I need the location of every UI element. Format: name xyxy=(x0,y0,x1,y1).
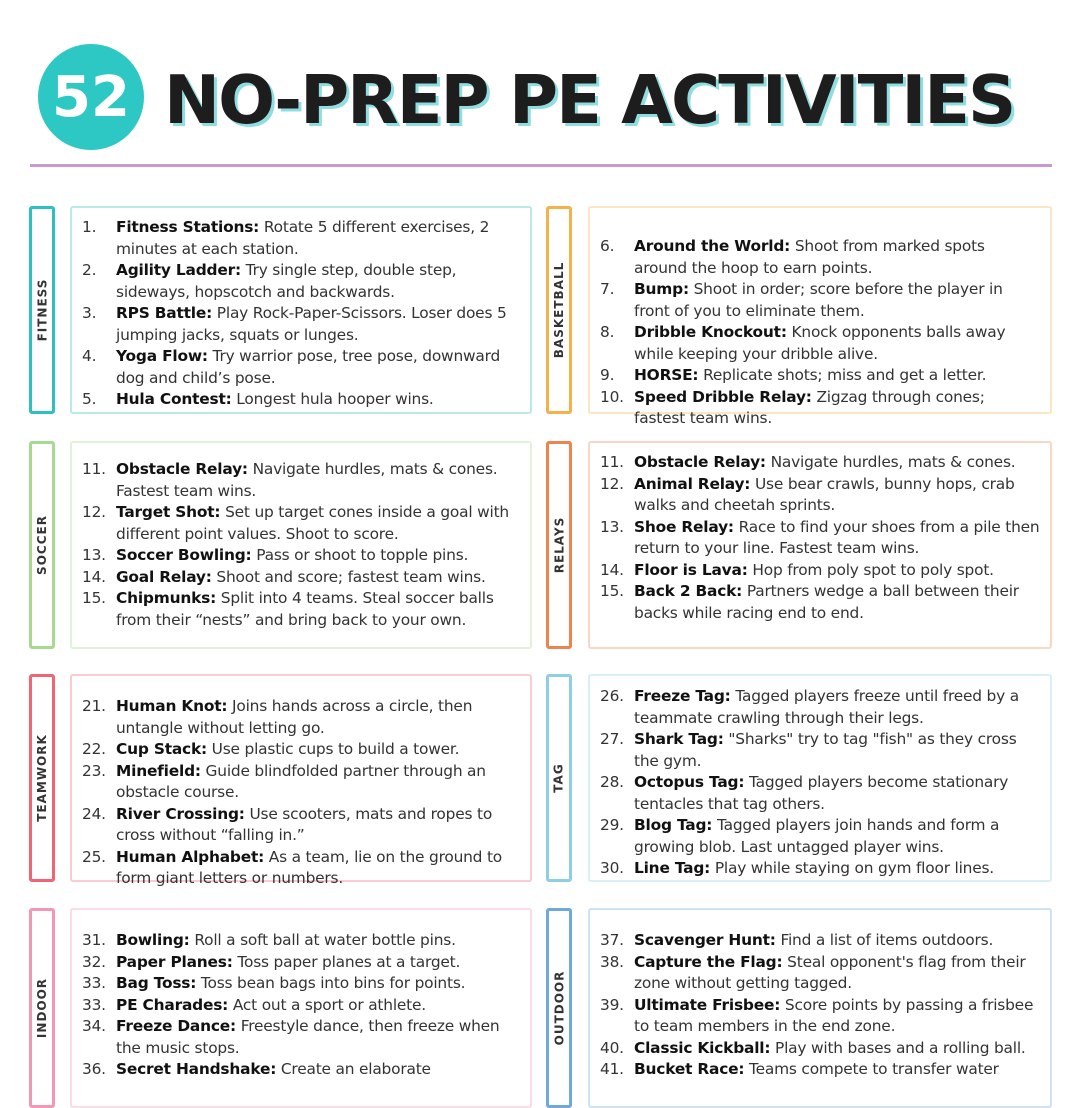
activity-number: 22. xyxy=(82,740,106,758)
activity-number: 14. xyxy=(82,567,106,586)
activity-name: Target Shot: xyxy=(116,503,221,521)
section-label: FITNESS xyxy=(35,278,49,342)
activity-description: Partners wedge a ball between their backs while racing end to end. xyxy=(634,582,1019,622)
activity-name: Obstacle Relay: xyxy=(634,453,766,471)
activity-text xyxy=(116,930,520,952)
section-list-box xyxy=(588,908,1052,1108)
activity-item xyxy=(600,1059,1040,1081)
activity-item xyxy=(600,858,1040,880)
activity-text xyxy=(116,588,520,631)
activity-text xyxy=(634,858,1040,880)
activity-number: 38. xyxy=(600,952,624,971)
activity-item xyxy=(82,217,520,260)
activity-item xyxy=(600,387,1040,430)
activity-list xyxy=(82,930,520,1081)
activity-text xyxy=(634,517,1040,560)
activity-name: Dribble Knockout: xyxy=(634,323,787,341)
activity-text xyxy=(634,1038,1040,1060)
activity-name: Animal Relay: xyxy=(634,474,751,493)
activity-name: Goal Relay: xyxy=(116,567,212,586)
activity-text xyxy=(116,260,520,303)
activity-description: Shoot and score; fastest team wins. xyxy=(216,567,486,586)
activity-name: Capture the Flag: xyxy=(634,952,783,971)
section-tab xyxy=(29,908,55,1108)
activity-number: 39. xyxy=(600,995,624,1014)
activity-list xyxy=(600,930,1040,1081)
activity-name: Bag Toss: xyxy=(116,974,197,992)
activity-description: Tagged players join hands and form a growing blob. Last untagged player wins. xyxy=(634,816,1000,856)
activity-item xyxy=(600,452,1040,474)
activity-number: 11. xyxy=(82,460,106,478)
activity-item xyxy=(600,279,1040,322)
activity-item xyxy=(82,260,520,303)
activity-text xyxy=(634,560,1040,582)
activity-description: Toss bean bags into bins for points. xyxy=(200,974,466,992)
activity-list xyxy=(82,696,520,890)
activity-name: Cup Stack: xyxy=(116,740,207,758)
activity-number: 32. xyxy=(82,952,106,971)
activity-description: Try warrior pose, tree pose, downward dog and child’s pose. xyxy=(116,347,501,387)
section-list-box xyxy=(588,674,1052,882)
activity-item xyxy=(82,696,520,739)
activity-number: 11. xyxy=(600,453,624,471)
activity-description: Use bear crawls, bunny hops, crab walks and cheetah sprints. xyxy=(634,474,1015,514)
activity-text xyxy=(116,502,520,545)
activity-number: 26. xyxy=(600,687,624,705)
activity-text xyxy=(634,279,1040,322)
activity-item xyxy=(82,346,520,389)
section-tab xyxy=(546,206,572,414)
activity-text xyxy=(116,346,520,389)
activity-name: Agility Ladder: xyxy=(116,261,241,279)
activity-item xyxy=(600,517,1040,560)
activity-text xyxy=(116,739,520,761)
section-tab xyxy=(546,441,572,649)
activity-name: PE Charades: xyxy=(116,995,229,1014)
activity-text xyxy=(116,1059,520,1081)
activity-number: 31. xyxy=(82,931,106,949)
activity-number: 14. xyxy=(600,560,624,579)
activity-item xyxy=(82,847,520,890)
activity-description: Tagged players freeze until freed by a teammate crawling through their legs. xyxy=(634,687,1019,727)
section-label: TAG xyxy=(552,763,567,793)
activity-name: Shark Tag: xyxy=(634,730,724,748)
activity-name: HORSE: xyxy=(634,366,699,384)
activity-item xyxy=(82,995,520,1017)
count-badge: 52 xyxy=(38,44,144,150)
activity-description: Knock opponents balls away while keeping your dribble alive. xyxy=(634,323,1006,363)
activity-name: Soccer Bowling: xyxy=(116,546,252,564)
activity-name: RPS Battle: xyxy=(116,304,213,322)
activity-name: Obstacle Relay: xyxy=(116,460,248,478)
activity-number: 12. xyxy=(82,503,106,521)
activity-description: Use scooters, mats and ropes to cross without “falling in.” xyxy=(116,804,493,844)
activity-number: 6. xyxy=(600,237,615,255)
activity-item xyxy=(600,560,1040,582)
activity-text xyxy=(634,1059,1040,1081)
activity-number: 25. xyxy=(82,847,106,866)
activity-name: Octopus Tag: xyxy=(634,773,745,791)
activity-description: Guide blindfolded partner through an obstacle course. xyxy=(116,761,486,801)
activity-description: "Sharks" try to tag "fish" as they cross the gym. xyxy=(634,730,1017,770)
activity-text xyxy=(116,459,520,502)
activity-text xyxy=(116,567,520,589)
activity-description: As a team, lie on the ground to form giant letters or numbers. xyxy=(116,847,502,887)
activity-name: Ultimate Frisbee: xyxy=(634,995,781,1014)
activity-description: Pass or shoot to topple pins. xyxy=(256,546,469,564)
section-label: TEAMWORK xyxy=(35,734,49,822)
page-header xyxy=(34,44,1054,156)
activity-description: Act out a sport or athlete. xyxy=(232,995,426,1014)
activity-number: 40. xyxy=(600,1038,624,1057)
activity-name: Blog Tag: xyxy=(634,816,713,834)
activity-description: Split into 4 teams. Steal soccer balls from their “nests” and bring back to your own. xyxy=(116,589,494,629)
activity-name: Freeze Tag: xyxy=(634,687,731,705)
activity-name: Bowling: xyxy=(116,931,190,949)
activity-name: Back 2 Back: xyxy=(634,582,743,600)
activity-number: 15. xyxy=(600,582,624,600)
activity-name: Chipmunks: xyxy=(116,589,217,607)
activity-text xyxy=(634,236,1040,279)
activity-description: Use plastic cups to build a tower. xyxy=(211,740,460,758)
activity-description: Steal opponent's flag from their zone without getting tagged. xyxy=(634,952,1026,992)
activity-description: Joins hands across a circle, then untangle without letting go. xyxy=(116,697,473,737)
activity-item xyxy=(600,581,1040,624)
activity-description: Try single step, double step, sideways, hopscotch and backwards. xyxy=(116,261,457,301)
activity-text xyxy=(634,387,1040,430)
activity-number: 30. xyxy=(600,859,624,877)
activity-description: Find a list of items outdoors. xyxy=(780,931,994,949)
activity-text xyxy=(116,804,520,847)
activity-name: Paper Planes: xyxy=(116,952,233,971)
section-list-box xyxy=(588,441,1052,649)
activity-text xyxy=(116,303,520,346)
activity-list xyxy=(600,686,1040,880)
activity-number: 8. xyxy=(600,323,615,341)
activity-item xyxy=(82,930,520,952)
activity-list xyxy=(82,459,520,631)
activity-number: 34. xyxy=(82,1017,106,1035)
activity-text xyxy=(634,815,1040,858)
activity-text xyxy=(634,930,1040,952)
activity-name: Floor is Lava: xyxy=(634,560,748,579)
activity-item xyxy=(600,322,1040,365)
activity-text xyxy=(116,696,520,739)
activity-number: 23. xyxy=(82,761,106,780)
section-list-box xyxy=(70,674,532,887)
activity-number: 7. xyxy=(600,280,615,298)
section-label: OUTDOOR xyxy=(552,970,567,1046)
activity-number: 37. xyxy=(600,931,624,949)
section-label: RELAYS xyxy=(552,516,566,574)
section-list-box xyxy=(70,206,532,414)
activity-item xyxy=(82,545,520,567)
section-tab xyxy=(29,441,55,649)
activity-description: Play Rock-Paper-Scissors. Loser does 5 jumping jacks, squats or lunges. xyxy=(116,304,507,344)
activity-name: Fitness Stations: xyxy=(116,218,260,236)
activity-name: Classic Kickball: xyxy=(634,1038,771,1057)
activity-number: 33. xyxy=(82,974,106,992)
activity-item xyxy=(600,930,1040,952)
activity-item xyxy=(600,952,1040,995)
activity-description: Score points by passing a frisbee to team members in the end zone. xyxy=(634,995,1034,1035)
activity-text xyxy=(634,772,1040,815)
activity-number: 21. xyxy=(82,697,106,715)
section-label: BASKETBALL xyxy=(552,261,567,359)
activity-number: 15. xyxy=(82,589,106,607)
activity-text xyxy=(116,847,520,890)
activity-description: Rotate 5 different exercises, 2 minutes at each station. xyxy=(116,218,490,258)
activity-name: Speed Dribble Relay: xyxy=(634,387,812,406)
activity-description: Tagged players become stationary tentacles that tag others. xyxy=(634,773,1009,813)
activity-text xyxy=(634,686,1040,729)
activity-description: Zigzag through cones; fastest team wins. xyxy=(634,387,985,427)
section-list-box xyxy=(588,206,1052,427)
activity-number: 28. xyxy=(600,773,624,791)
activity-number: 24. xyxy=(82,804,106,823)
activity-item xyxy=(600,772,1040,815)
activity-name: Freeze Dance: xyxy=(116,1017,236,1035)
activity-description: Roll a soft ball at water bottle pins. xyxy=(194,931,456,949)
activity-name: Human Alphabet: xyxy=(116,847,265,866)
activity-list xyxy=(82,217,520,411)
activity-description: Race to find your shoes from a pile then return to your line. Fastest team wins. xyxy=(634,517,1040,557)
activity-text xyxy=(634,474,1040,517)
activity-number: 10. xyxy=(600,387,624,406)
activity-number: 27. xyxy=(600,730,624,748)
section-tab xyxy=(29,674,55,882)
activity-text xyxy=(116,952,520,974)
activity-item xyxy=(600,1038,1040,1060)
section-tab xyxy=(546,674,572,882)
activity-description: Navigate hurdles, mats & cones. xyxy=(770,453,1016,471)
activity-text xyxy=(116,1016,520,1059)
activity-description: Replicate shots; miss and get a letter. xyxy=(703,366,987,384)
activity-name: Human Knot: xyxy=(116,697,228,715)
activity-description: Set up target cones inside a goal with different point values. Shoot to score. xyxy=(116,503,509,543)
activity-name: Secret Handshake: xyxy=(116,1060,277,1078)
activity-description: Toss paper planes at a target. xyxy=(237,952,461,971)
section-tab xyxy=(29,206,55,414)
activity-number: 41. xyxy=(600,1060,624,1078)
activity-text xyxy=(634,581,1040,624)
activity-name: Bucket Race: xyxy=(634,1060,745,1078)
activity-item xyxy=(600,729,1040,772)
activity-name: Minefield: xyxy=(116,761,201,780)
activity-text xyxy=(116,389,520,411)
activity-name: Hula Contest: xyxy=(116,390,232,408)
activity-description: Shoot from marked spots around the hoop to earn points. xyxy=(634,237,985,277)
activity-number: 13. xyxy=(82,546,106,564)
activity-description: Navigate hurdles, mats & cones. Fastest team wins. xyxy=(116,460,498,500)
activity-item xyxy=(82,502,520,545)
activity-description: Play while staying on gym floor lines. xyxy=(714,859,994,877)
activity-item xyxy=(600,474,1040,517)
activity-item xyxy=(82,952,520,974)
activity-number: 2. xyxy=(82,261,97,279)
activity-description: Teams compete to transfer water xyxy=(749,1060,999,1078)
activity-item xyxy=(600,995,1040,1038)
activity-number: 4. xyxy=(82,347,97,365)
activity-text xyxy=(634,729,1040,772)
activity-text xyxy=(116,545,520,567)
activity-description: Freestyle dance, then freeze when the music stops. xyxy=(116,1017,500,1057)
activity-number: 12. xyxy=(600,474,624,493)
activity-item xyxy=(600,236,1040,279)
activity-name: Bump: xyxy=(634,280,689,298)
activity-item xyxy=(82,567,520,589)
activity-name: Line Tag: xyxy=(634,859,711,877)
activity-name: Scavenger Hunt: xyxy=(634,931,776,949)
section-list-box xyxy=(70,908,532,1108)
activity-text xyxy=(116,761,520,804)
activity-name: River Crossing: xyxy=(116,804,245,823)
activity-description: Hop from poly spot to poly spot. xyxy=(752,560,994,579)
activity-number: 13. xyxy=(600,517,624,536)
activity-text xyxy=(634,365,1040,387)
activity-number: 36. xyxy=(82,1060,106,1078)
header-divider xyxy=(30,164,1052,167)
activity-number: 5. xyxy=(82,390,97,408)
activity-description: Play with bases and a rolling ball. xyxy=(775,1038,1026,1057)
activity-number: 9. xyxy=(600,366,615,384)
activity-description: Shoot in order; score before the player in front of you to eliminate them. xyxy=(634,280,1003,320)
activity-description: Create an elaborate xyxy=(280,1060,431,1078)
activity-item xyxy=(82,1016,520,1059)
section-label: INDOOR xyxy=(35,977,49,1039)
activity-text xyxy=(116,995,520,1017)
activity-item xyxy=(82,303,520,346)
activity-name: Yoga Flow: xyxy=(116,347,208,365)
activity-item xyxy=(82,804,520,847)
activity-name: Around the World: xyxy=(634,237,791,255)
activity-item xyxy=(600,686,1040,729)
section-tab xyxy=(546,908,572,1108)
activity-list xyxy=(600,236,1040,430)
activity-name: Shoe Relay: xyxy=(634,517,734,536)
activity-item xyxy=(82,588,520,631)
section-list-box xyxy=(70,441,532,649)
activity-item xyxy=(82,973,520,995)
activity-item xyxy=(82,389,520,411)
activity-item xyxy=(82,1059,520,1081)
page-title: NO-PREP PE ACTIVITIES xyxy=(164,61,1015,139)
activity-number: 3. xyxy=(82,304,97,322)
activity-item xyxy=(600,815,1040,858)
activity-number: 1. xyxy=(82,218,97,236)
activity-item xyxy=(82,739,520,761)
activity-description: Longest hula hooper wins. xyxy=(236,390,434,408)
activity-item xyxy=(82,459,520,502)
activity-text xyxy=(634,952,1040,995)
activity-number: 33. xyxy=(82,995,106,1014)
activity-text xyxy=(116,973,520,995)
activity-item xyxy=(82,761,520,804)
activity-text xyxy=(634,322,1040,365)
activity-text xyxy=(634,995,1040,1038)
activity-list xyxy=(600,452,1040,624)
section-label: SOCCER xyxy=(35,515,49,575)
activity-text xyxy=(634,452,1040,474)
activity-text xyxy=(116,217,520,260)
activity-item xyxy=(600,365,1040,387)
activity-number: 29. xyxy=(600,816,624,834)
